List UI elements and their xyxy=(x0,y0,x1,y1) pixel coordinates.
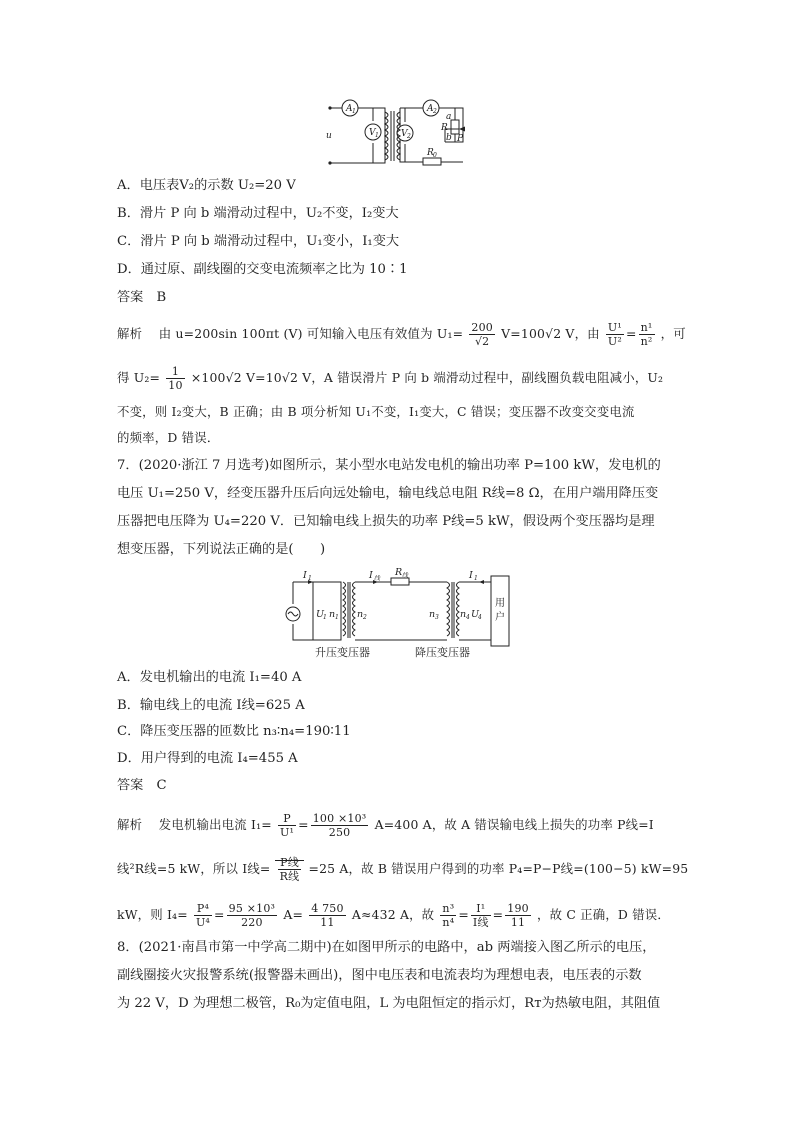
q7-stem-line-2: 电压 U₁=250 V，经变压器升压后向远处输电，输电线总电阻 R线=8 Ω，在用户端用降压变 xyxy=(117,486,659,501)
q6-explanation-line-2: 得 U₂= $\frac{1}{10}$ ×100√2 V=10√2 V，A 错误滑片 P 向 b 端滑动过程中，副线圈负载电阻减小，U₂ xyxy=(117,365,664,392)
q8-stem-line-2: 副线圈接火灾报警系统(报警器未画出)，图中电压表和电流表均为理想电表，电压表的示数 xyxy=(117,968,642,983)
svg-text:2: 2 xyxy=(407,133,411,140)
svg-text:2: 2 xyxy=(363,614,367,621)
q7-answer: 答案 C xyxy=(117,778,167,793)
label-u1: U xyxy=(316,609,325,620)
q8-stem-line-1: 8．(2021·南昌市第一中学高二期中)在如图甲所示的电路中，ab 两端接入图乙所示的电压， xyxy=(117,940,656,955)
label-n2: n xyxy=(357,609,364,620)
label-i1: I xyxy=(303,570,307,581)
q7-option-d: D．用户得到的电流 I₄=455 A xyxy=(117,751,298,766)
q6-answer: 答案 B xyxy=(117,290,167,305)
fraction: $\frac{200}{√2}$ xyxy=(471,321,493,348)
svg-text:户: 户 xyxy=(495,612,505,623)
svg-text:2: 2 xyxy=(433,108,437,115)
label-u4: U xyxy=(471,609,480,620)
svg-text:1: 1 xyxy=(352,108,356,115)
q7-explanation-line-1: 解析 发电机输出电流 I₁= $\frac{P}{\text{U¹}}$ = $\frac{\text{100 ×10³}}{250}$ A=400 A，故 A 错误输电线上损失的功率 P线=I xyxy=(117,812,654,839)
q7-stem-line-1: 7．(2020·浙江 7 月选考)如图所示，某小型水电站发电机的输出功率 P=100 kW，发电机的 xyxy=(117,458,661,473)
q6-explanation-line-4: 的频率，D 错误． xyxy=(117,430,220,445)
label-user: 用 xyxy=(495,598,505,609)
svg-text:线: 线 xyxy=(402,572,409,579)
q7-option-a: A．发电机输出的电流 I₁=40 A xyxy=(117,670,302,685)
q7-option-b: B．输电线上的电流 I线=625 A xyxy=(117,698,305,713)
q7-explanation-line-2: 线²R线=5 kW，所以 I线= $\frac{\text{P线}}{\text{R线}}$ =25 A，故 B 错误用户得到的功率 P₄=P−P线=(100−5) kW=95 xyxy=(117,856,689,883)
label-a: a xyxy=(446,112,452,122)
svg-text:线: 线 xyxy=(374,575,381,582)
fraction: $\frac{\text{95 ×10³}}{220}$ xyxy=(228,902,276,929)
fraction: $\frac{\text{n³}}{\text{n⁴}}$ xyxy=(442,902,455,929)
q6-explanation-line-3: 不变，则 I₂变大，B 正确；由 B 项分析知 U₁不变，I₁变大，C 错误；变压器不改变交变电流 xyxy=(117,404,635,419)
label-u: u xyxy=(326,131,332,141)
explanation-label: 解析 xyxy=(117,326,143,341)
label-n4: n xyxy=(460,609,467,620)
svg-text:1: 1 xyxy=(308,575,312,582)
label-r0: R xyxy=(427,148,434,158)
label-r: R xyxy=(441,123,448,133)
q8-stem-line-3: 为 22 V，D 为理想二极管，R₀为定值电阻，L 为电阻恒定的指示灯，Rт为热敏电阻，其阻值 xyxy=(117,996,661,1011)
svg-text:1: 1 xyxy=(323,614,327,621)
q6-option-a: A．电压表V₂的示数 U₂=20 V xyxy=(117,178,296,193)
fraction: $\frac{P}{\text{U¹}}$ xyxy=(280,812,295,839)
fraction: $\frac{\text{U¹}}{\text{U²}}$ xyxy=(607,321,622,348)
label-n3: n xyxy=(429,609,436,620)
fraction: $\frac{\text{P⁴}}{\text{U⁴}}$ xyxy=(195,902,211,929)
q6-explanation-line-1: 解析 由 u=200sin 100πt (V) 可知输入电压有效值为 U₁= $\frac{200}{√2}$ V=100√2 V，由 $\frac{\text{U¹}}{\text{U²}}$ = $\frac{\text{n¹}}{\text{n²}}$ ，可 xyxy=(117,321,686,348)
label-b: b xyxy=(446,133,452,143)
fraction: $\frac{190}{11}$ xyxy=(507,902,529,929)
q6-option-b: B．滑片 P 向 b 端滑动过程中，U₂不变，I₂变大 xyxy=(117,206,399,221)
svg-text:4: 4 xyxy=(466,614,470,621)
fraction: $\frac{4 750}{11}$ xyxy=(311,902,344,929)
q6-option-c: C．滑片 P 向 b 端滑动过程中，U₁变小，I₁变大 xyxy=(117,234,400,249)
explanation-label: 解析 xyxy=(117,817,143,832)
fraction: $\frac{\text{I¹}}{\text{I线}}$ xyxy=(472,902,489,929)
q7-explanation-line-3: kW，则 I₄= $\frac{\text{P⁴}}{\text{U⁴}}$ = $\frac{\text{95 ×10³}}{220}$ A= $\frac{4 750}{11}$ A≈432 A，故 $\frac{\text{n³}}{\text{n⁴}}$ = $\frac{\text{I¹}}{\text{I线}}$ = $\frac{190}{11}$ ，故 C 正确，D 错误． xyxy=(117,902,670,929)
svg-text:1: 1 xyxy=(375,132,379,139)
fraction: $\frac{1}{10}$ xyxy=(168,365,183,392)
svg-text:1: 1 xyxy=(335,614,339,621)
q6-option-d: D．通过原、副线圈的交变电流频率之比为 10∶1 xyxy=(117,262,408,277)
label-a2: A xyxy=(427,104,434,114)
label-i-line: I xyxy=(369,570,373,581)
svg-text:0: 0 xyxy=(433,152,437,159)
label-step-up-transformer: 升压变压器 xyxy=(315,646,370,659)
svg-text:3: 3 xyxy=(435,614,439,621)
q7-option-c: C．降压变压器的匝数比 n₃∶n₄=190∶11 xyxy=(117,724,351,739)
label-p: P xyxy=(457,134,464,144)
q7-stem-line-4: 想变压器，下列说法正确的是( ) xyxy=(117,542,326,557)
label-v1: V xyxy=(369,128,376,138)
fraction: $\frac{\text{100 ×10³}}{250}$ xyxy=(312,812,367,839)
svg-text:1: 1 xyxy=(474,575,478,582)
label-i4: I xyxy=(469,570,473,581)
power-transmission-figure xyxy=(283,568,515,660)
transformer-circuit-figure xyxy=(325,98,470,170)
svg-text:4: 4 xyxy=(478,614,482,621)
label-v2: V xyxy=(401,129,408,139)
fraction: $\frac{\text{n¹}}{\text{n²}}$ xyxy=(640,321,653,348)
sqrt-expression: $\frac{\text{P线}}{\text{R线}}$ xyxy=(275,860,305,876)
q7-stem-line-3: 压器把电压降为 U₄=220 V．已知输电线上损失的功率 P线=5 kW，假设两个变压器均是理 xyxy=(117,514,655,529)
label-r-line: R xyxy=(395,568,403,578)
label-a1: A xyxy=(346,104,353,114)
label-step-down-transformer: 降压变压器 xyxy=(415,646,470,659)
label-n1: n xyxy=(329,609,336,620)
